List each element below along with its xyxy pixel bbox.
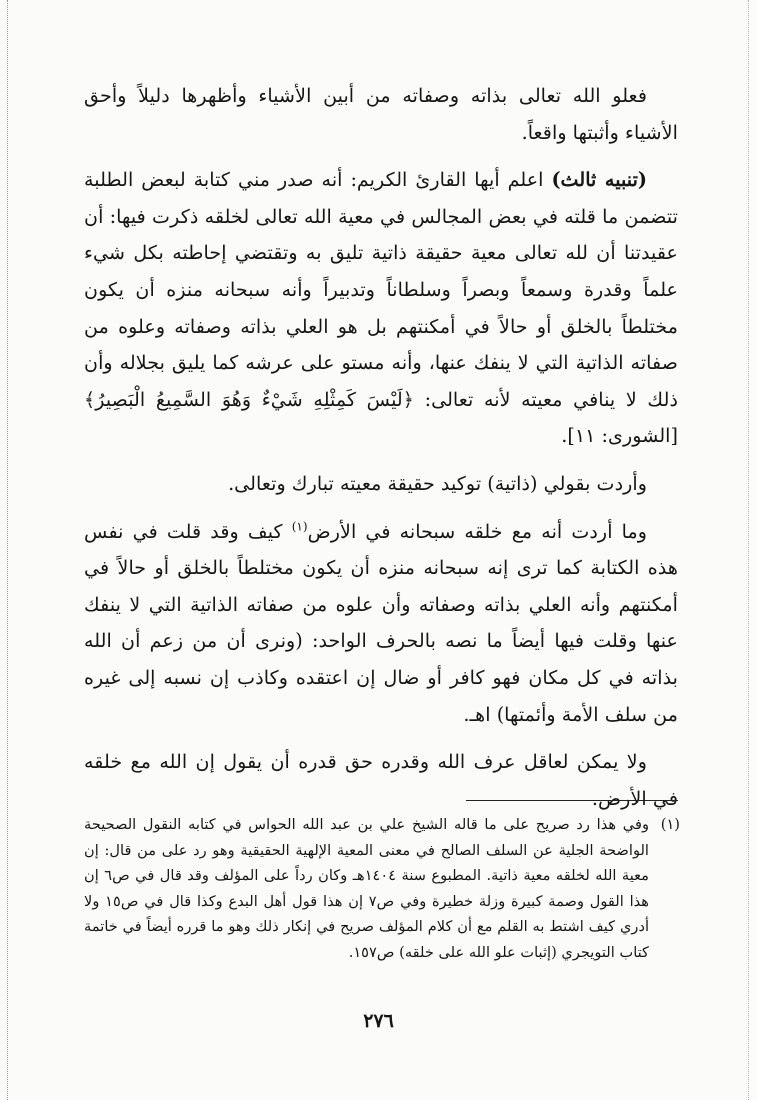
footnote-number: (١) [660, 816, 680, 833]
paragraph-1: فعلو الله تعالى بذاته وصفاته من أبين الأشياء وأظهرها دليلاً وأحق الأشياء وأثبتها واقعاً. [84, 84, 678, 144]
note-label: (تنبيه ثالث) [551, 168, 647, 192]
paragraph-5: ولا يمكن لعاقل عرف الله وقدره حق قدره أن يقول إن الله مع خلقه في الأرض. [84, 750, 678, 810]
footnote-reference: (١) [291, 519, 308, 534]
paragraph-2 [84, 162, 678, 455]
scan-edge-left [7, 0, 8, 1100]
footnote [84, 812, 680, 966]
paragraph-4 [84, 514, 678, 734]
main-text [84, 78, 678, 828]
scan-edge-right [748, 0, 749, 1100]
paragraph-4-rest: كيف وقد قلت في نفس هذه الكتابة كما ترى إنه سبحانه منزه أن يكون مختلطاً بالخلق أو حالاً في أمكنتهم وأنه العلي بذاته وصفاته وأن علوه من صفاته الذاتية التي لا ينفك عنها وقلت فيها أيضاً ما نصه بالحرف الواحد: (ونرى أن من زعم أن الله بذاته في كل مكان فهو كافر أو ضال إن اعتقده وكاذب إن نسبه إلى غيره من سلف الأمة وأئمتها) اهـ. [84, 519, 678, 726]
paragraph-3: وأردت بقولي (ذاتية) توكيد حقيقة معيته تبارك وتعالى. [228, 471, 647, 495]
paragraph-4-start: وما أردت أنه مع خلقه سبحانه في الأرض [307, 519, 647, 543]
page-number: ٢٧٦ [363, 1010, 394, 1032]
paragraph-2-text: اعلم أيها القارئ الكريم: أنه صدر مني كتابة لبعض الطلبة تتضمن ما قلته في بعض المجالس في معية الله تعالى لخلقه ذكرت فيها: أن عقيدتنا أن لله تعالى معية حقيقة ذاتية تليق به وتقتضي إحاطته بكل شيء علماً وقدرة وسمعاً وبصراً وسلطاناً وتدبيراً وأنه سبحانه منزه أن يكون مختلطاً بالخلق أو حالاً في أمكنتهم بل هو العلي بذاته وصفاته وعلوه من صفاته الذاتية التي لا ينفك عنها، وأنه مستو على عرشه كما يليق بجلاله وأن ذلك لا ينافي معيته لأنه تعالى: ﴿لَيْسَ كَمِثْلِهِ شَيْءٌ وَهُوَ السَّمِيعُ الْبَصِيرُ﴾ [الشورى: ١١]. [84, 168, 678, 448]
footnote-text: وفي هذا رد صريح على ما قاله الشيخ علي بن عبد الله الحواس في كتابه النقول الصحيحة الواضحة الجلية عن السلف الصالح في معنى المعية الإلهية الحقيقية وهو رد على من قال: إن معية الله لخلقه معية ذاتية. المطبوع سنة ١٤٠٤هـ وكان رداً على المؤلف وقد قال في ص٦ إن هذا القول وصمة كبيرة وزلة خطيرة وفي ص٧ إن هذا قول أهل البدع وكذا قال في ص١٥ ولا أدري كيف اشتط به القلم مع أن كلام المؤلف صريح في إنكار ذلك وهو ما قرره أيضاً في خاتمة كتاب التويجري (إثبات علو الله على خلقه) ص١٥٧. [84, 816, 649, 961]
footnote-divider [466, 800, 678, 801]
